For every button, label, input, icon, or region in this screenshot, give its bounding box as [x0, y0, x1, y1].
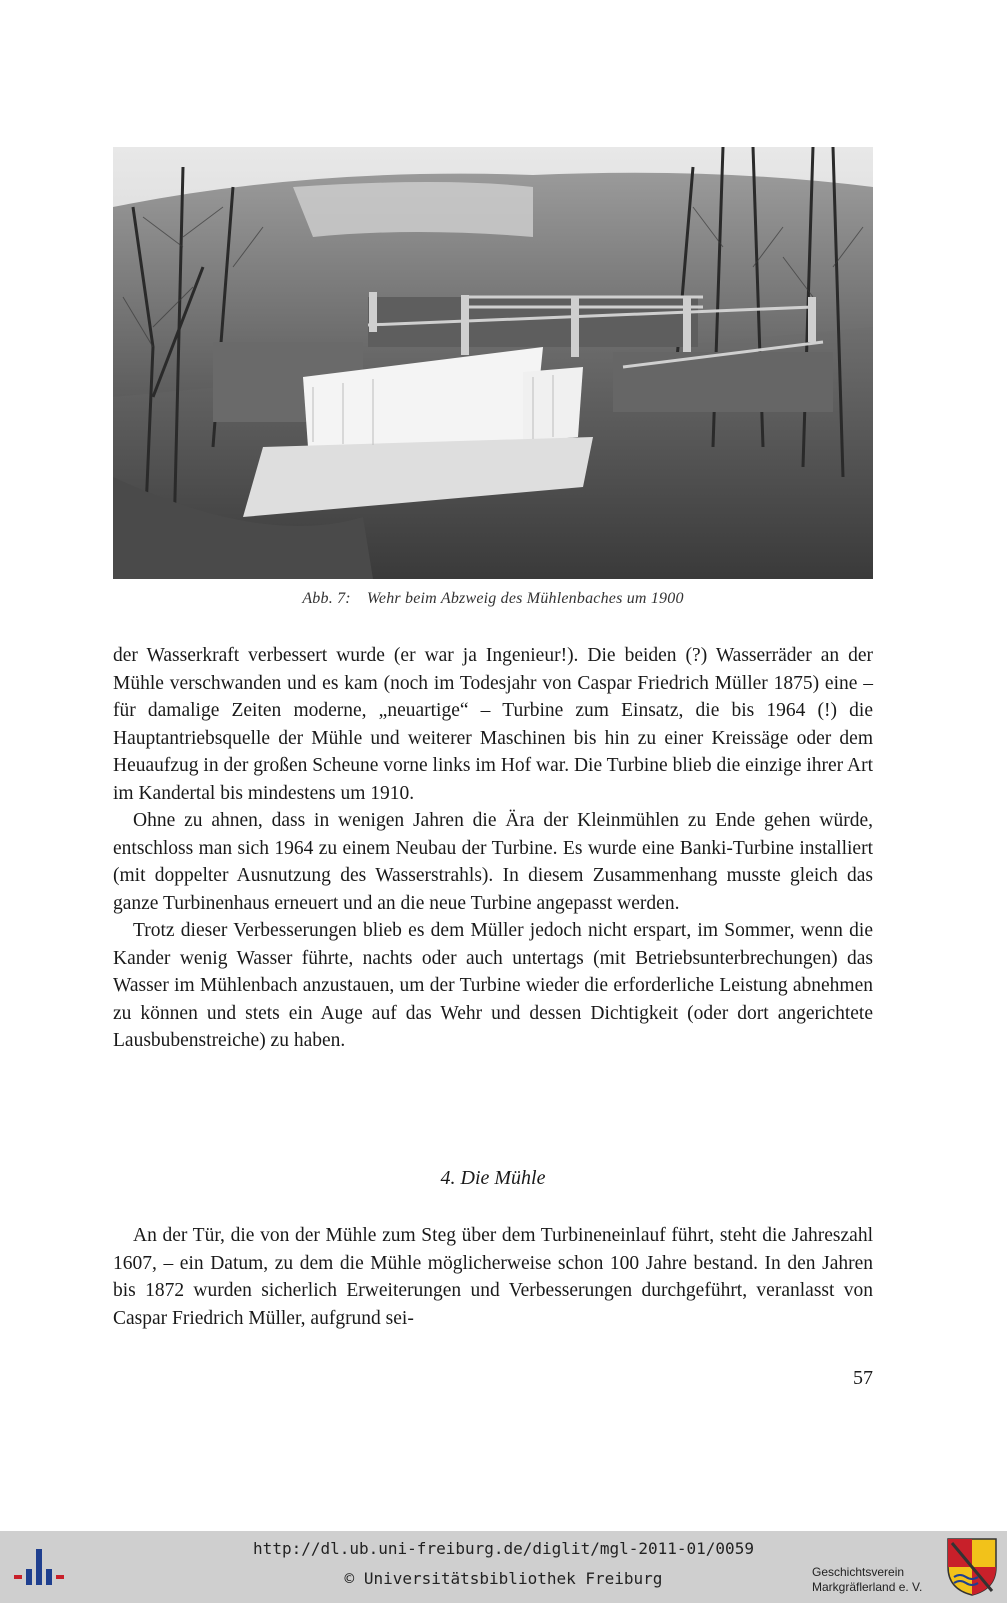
society-line-1: Geschichtsverein — [812, 1565, 905, 1579]
page-number: 57 — [853, 1367, 873, 1389]
body-text — [113, 642, 873, 1055]
figure-caption-number: Abb. 7: — [302, 590, 351, 607]
section-heading: 4. Die Mühle — [440, 1167, 546, 1189]
figure-caption — [113, 590, 873, 608]
society-line-2: Markgräflerland e. V. — [812, 1580, 923, 1594]
figure-caption-text: Wehr beim Abzweig des Mühlenbaches um 1900 — [366, 590, 684, 607]
weir-photograph — [113, 147, 873, 579]
section-body — [113, 1222, 873, 1332]
paragraph-3: Trotz dieser Verbesserungen blieb es dem Müller jedoch nicht erspart, im Sommer, wenn die Kander wenig Wasser führte, nachts oder auch untertags (mit Betriebsunterbrechungen) das Wasser im Mühlenbach anzustauen, um der Turbine wieder die erforderliche Leistung abnehmen zu können und stets ein Auge auf das Wehr und dessen Dichtigkeit (oder dort angerichtete Lausbubenstreiche) zu haben. — [113, 920, 873, 1051]
footer-copyright: © Universitätsbibliothek Freiburg — [344, 1569, 663, 1588]
paragraph-1: der Wasserkraft verbessert wurde (er war ja Ingenieur!). Die beiden (?) Wasserräder an der Mühle verschwanden und es kam (noch im Todesjahr von Caspar Friedrich Müller 1875) eine – für damalige Zeiten moderne, „neuartige“ – Turbine zum Einsatz, die bis 1964 (!) die Hauptantriebsquelle der Mühle und weiterer Maschinen bis hin zu einer Kreissäge oder dem Heuaufzug in der großen Scheune vorne links im Hof war. Die Turbine blieb die einzige ihrer Art im Kandertal bis mindestens um 1910. — [113, 645, 873, 804]
footer-url-link[interactable]: http://dl.ub.uni-freiburg.de/diglit/mgl-2011-01/0059 — [253, 1539, 754, 1558]
coat-of-arms-icon — [946, 1537, 998, 1597]
section-paragraph: An der Tür, die von der Mühle zum Steg über dem Turbineneinlauf führt, steht die Jahreszahl 1607, – ein Datum, zu dem die Mühle möglicherweise schon 100 Jahre bestand. In den Jahren bis 1872 wurden sicherlich Erweiterungen und Verbesserungen durchgeführt, veranlasst von Caspar Friedrich Müller, aufgrund sei- — [113, 1225, 873, 1329]
paragraph-2: Ohne zu ahnen, dass in wenigen Jahren die Ära der Kleinmühlen zu Ende gehen würde, entschloss man sich 1964 zu einem Neubau der Turbine. Es wurde eine Banki-Turbine installiert (mit doppelter Ausnutzung des Wasserstrahls). In diesem Zusammenhang musste gleich das ganze Turbinenhaus erneuert und an die neue Turbine angepasst werden. — [113, 810, 873, 914]
footer-bar — [0, 1531, 1007, 1603]
photo-weir-icon — [113, 147, 873, 579]
footer-society-name — [812, 1565, 922, 1595]
